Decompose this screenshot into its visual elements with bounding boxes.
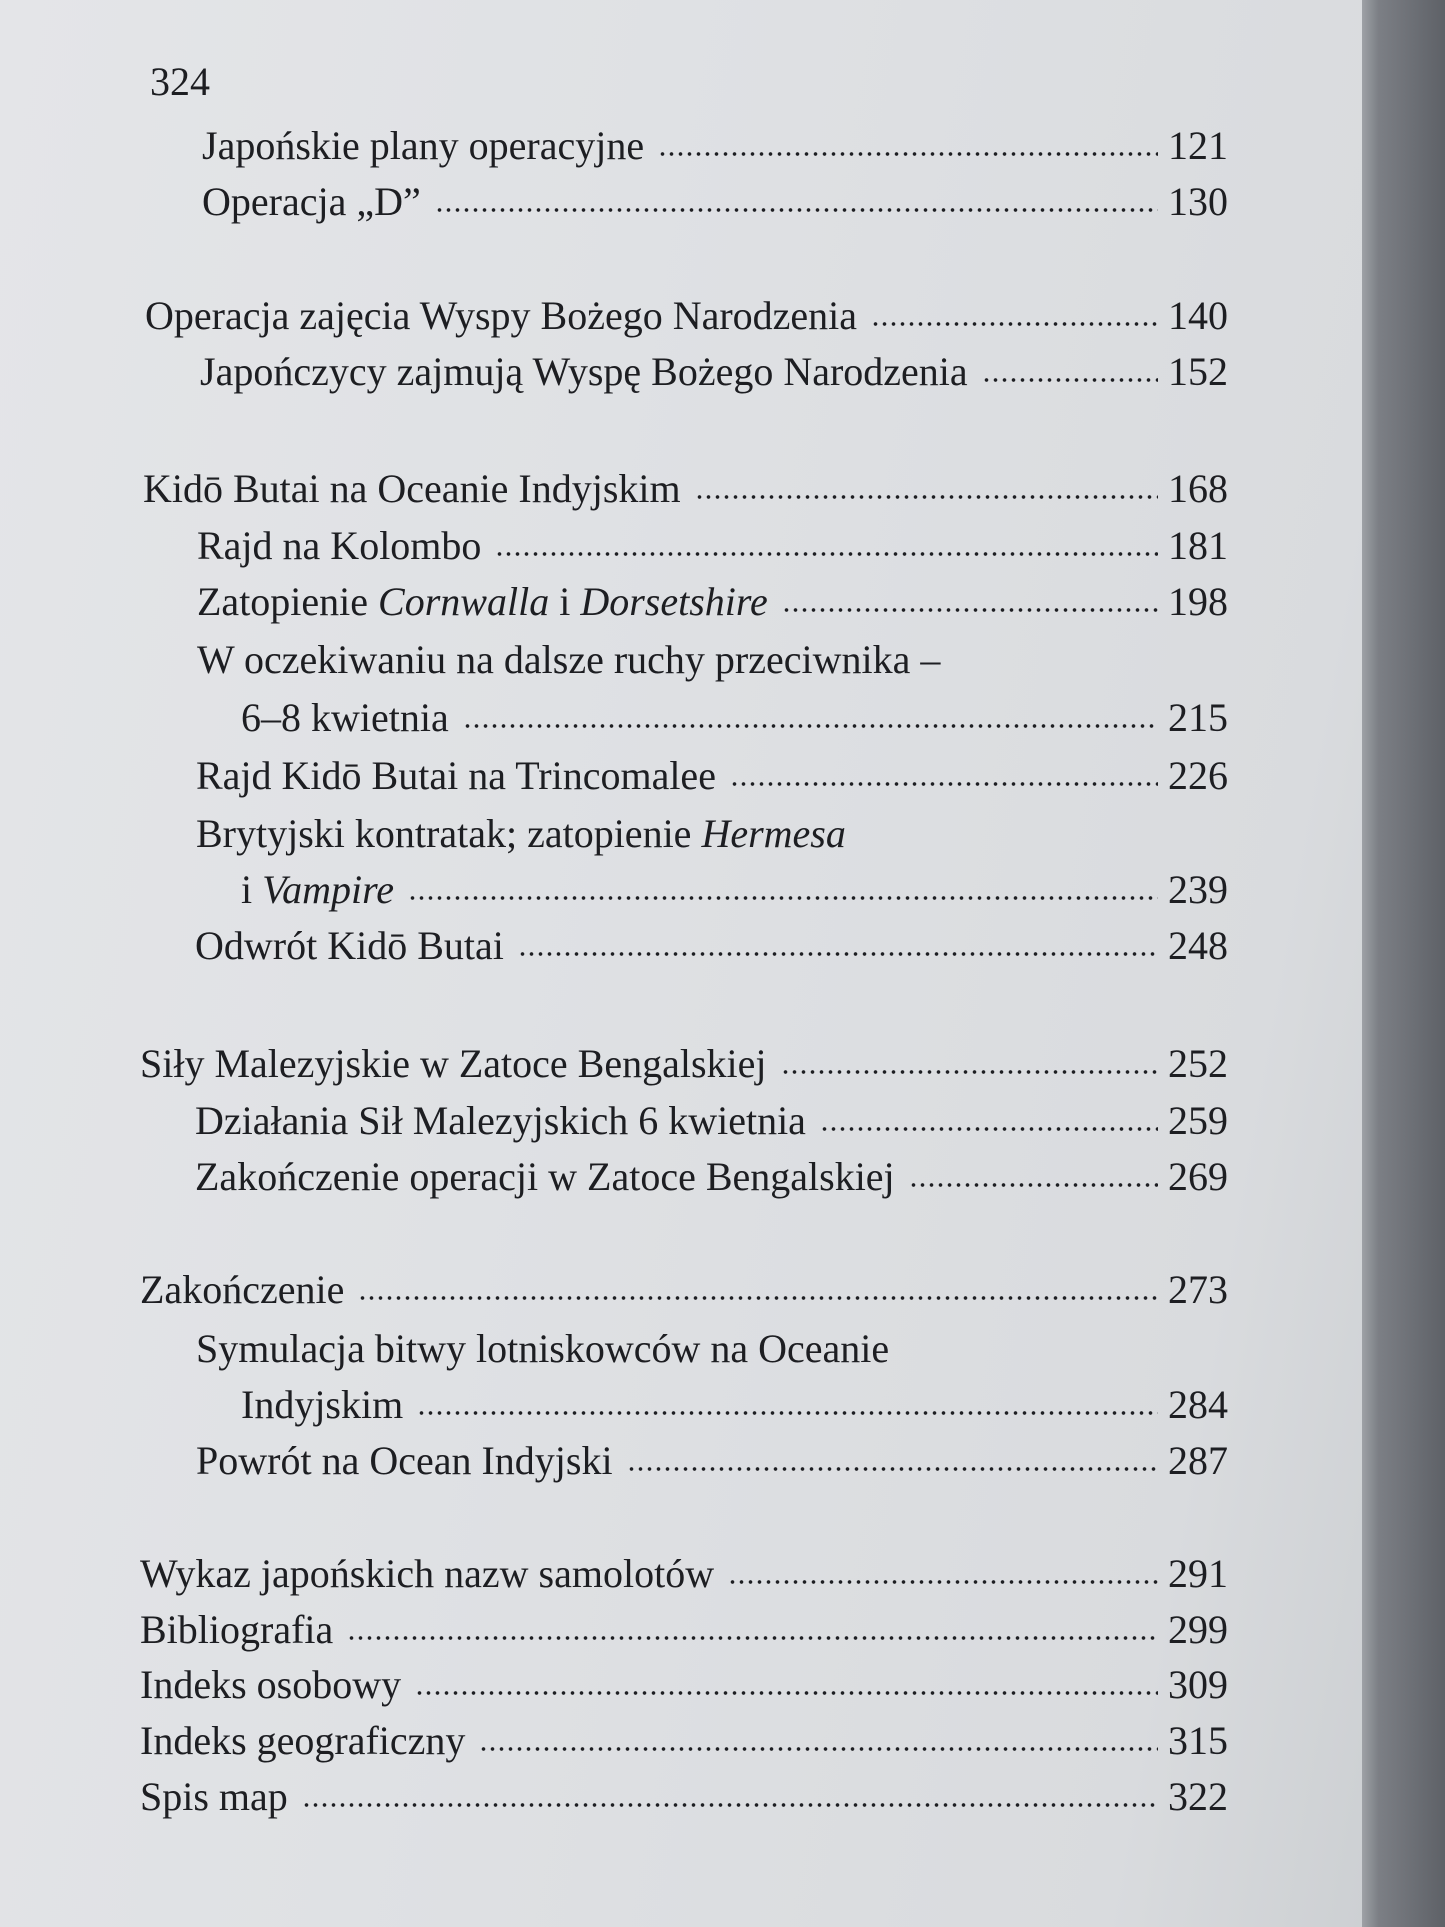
ship-name: Vampire	[262, 867, 394, 912]
toc-entry-japanese-plans	[202, 122, 1228, 170]
toc-entry-title	[197, 578, 768, 626]
toc-entry-page: 309	[1168, 1662, 1228, 1707]
toc-entry-page: 198	[1168, 579, 1228, 624]
dot-leader	[695, 494, 1158, 500]
toc-entry-title: Powrót na Ocean Indyjski	[196, 1438, 613, 1483]
toc-entry-page: 252	[1168, 1041, 1228, 1086]
toc-entry-title: Japońskie plany operacyjne	[202, 123, 645, 168]
toc-entry-title: Odwrót Kidō Butai	[195, 923, 504, 968]
toc-entry-title: Operacja zajęcia Wyspy Bożego Narodzenia	[145, 293, 858, 338]
toc-entry-page: 315	[1168, 1718, 1228, 1763]
toc-entry-title: Indeks geograficzny	[140, 1718, 466, 1763]
toc-entry-page: 273	[1168, 1267, 1228, 1312]
toc-entry-page: 299	[1168, 1607, 1228, 1652]
dot-leader	[358, 1295, 1158, 1301]
ship-name: Cornwalla	[378, 579, 550, 624]
toc-entry-page: 259	[1168, 1098, 1228, 1143]
dot-leader	[417, 1410, 1158, 1416]
toc-entry-title: Bibliografia	[140, 1607, 334, 1652]
toc-entry-page: 322	[1168, 1774, 1228, 1819]
toc-entry-aircraft-names	[140, 1550, 1228, 1598]
toc-entry-page: 168	[1168, 466, 1228, 511]
toc-entry-page: 140	[1168, 293, 1228, 338]
toc-entry-page: 248	[1168, 923, 1228, 968]
ship-name: Dorsetshire	[580, 579, 768, 624]
dot-leader	[658, 151, 1158, 157]
dot-leader	[728, 1579, 1158, 1585]
dot-leader	[415, 1690, 1158, 1696]
toc-entry-counterattack-line2	[241, 866, 1228, 914]
dot-leader	[782, 607, 1158, 613]
dot-leader	[463, 723, 1158, 729]
toc-entry-counterattack-line1	[196, 810, 846, 858]
toc-entry-actions-april-6	[195, 1097, 1228, 1145]
dot-leader	[781, 1069, 1158, 1075]
toc-entry-title: Wykaz japońskich nazw samolotów	[140, 1551, 715, 1596]
dot-leader	[730, 781, 1158, 787]
toc-entry-title: 6–8 kwietnia	[241, 695, 449, 740]
toc-entry-title: Rajd na Kolombo	[197, 523, 482, 568]
toc-entry-geo-index	[140, 1717, 1228, 1765]
toc-entry-person-index	[140, 1661, 1228, 1709]
toc-entry-waiting-line2	[241, 694, 1228, 742]
toc-entry-page: 152	[1168, 349, 1228, 394]
toc-entry-page: 121	[1168, 123, 1228, 168]
toc-entry-page: 269	[1168, 1154, 1228, 1199]
dot-leader	[479, 1746, 1158, 1752]
dot-leader	[982, 377, 1158, 383]
toc-entry-page: 239	[1168, 867, 1228, 912]
toc-entry-page: 291	[1168, 1551, 1228, 1596]
toc-entry-kido-butai-indian-ocean	[143, 465, 1228, 513]
title-conjunction: i	[549, 579, 581, 624]
title-prefix: i	[241, 867, 263, 912]
toc-entry-title: Zakończenie operacji w Zatoce Bengalskiej	[195, 1154, 895, 1199]
toc-entry-title: Spis map	[140, 1774, 288, 1819]
toc-entry-malaysian-forces	[140, 1040, 1228, 1088]
toc-entry-title: Japończycy zajmują Wyspę Bożego Narodzenia	[200, 349, 968, 394]
toc-entry-retreat	[195, 922, 1228, 970]
dot-leader	[302, 1802, 1158, 1808]
toc-entry-title: Kidō Butai na Oceanie Indyjskim	[143, 466, 681, 511]
toc-entry-title: Rajd Kidō Butai na Trincomalee	[196, 753, 716, 798]
toc-entry-title: Zakończenie	[140, 1267, 345, 1312]
toc-entry-simulation-line2	[241, 1381, 1228, 1429]
toc-entry-sinking-cornwall-dorsetshire	[197, 578, 1228, 626]
toc-entry-page: 284	[1168, 1382, 1228, 1427]
toc-entry-bibliography	[140, 1606, 1228, 1654]
toc-entry-title: Siły Malezyjskie w Zatoce Bengalskiej	[140, 1041, 767, 1086]
page-number: 324	[150, 59, 210, 104]
toc-entry-trincomalee-raid	[196, 752, 1228, 800]
dot-leader	[435, 207, 1158, 213]
toc-entry-title: Działania Sił Malezyjskich 6 kwietnia	[195, 1098, 806, 1143]
dot-leader	[408, 895, 1158, 901]
toc-entry-page: 287	[1168, 1438, 1228, 1483]
dot-leader	[820, 1126, 1158, 1132]
page-edge-shadow	[1362, 0, 1445, 1927]
toc-entry-page: 226	[1168, 753, 1228, 798]
toc-entry-operation-d	[202, 178, 1228, 226]
toc-entry-japanese-take-island	[200, 348, 1228, 396]
dot-leader	[518, 951, 1158, 957]
toc-entry-title: Indeks osobowy	[140, 1662, 402, 1707]
dot-leader	[871, 321, 1158, 327]
dot-leader	[495, 551, 1158, 557]
toc-entry-page: 181	[1168, 523, 1228, 568]
title-prefix: Zatopienie	[197, 579, 379, 624]
toc-entry-christmas-island-operation	[145, 292, 1228, 340]
dot-leader	[909, 1182, 1158, 1188]
toc-entry-page: 215	[1168, 695, 1228, 740]
dot-leader	[627, 1466, 1158, 1472]
toc-entry-maps-list	[140, 1773, 1228, 1821]
toc-entry-title: Indyjskim	[241, 1382, 404, 1427]
ship-name: Hermesa	[701, 811, 846, 856]
toc-entry-return	[196, 1437, 1228, 1485]
toc-entry-page: 130	[1168, 179, 1228, 224]
dot-leader	[347, 1635, 1158, 1641]
toc-entry-simulation-line1: Symulacja bitwy lotniskowców na Oceanie	[196, 1326, 890, 1371]
toc-entry-title	[241, 866, 394, 914]
title-prefix: Brytyjski kontratak; zatopienie	[196, 811, 702, 856]
toc-entry-colombo-raid	[197, 522, 1228, 570]
toc-entry-conclusion	[140, 1266, 1228, 1314]
toc-entry-waiting-line1: W oczekiwaniu na dalsze ruchy przeciwnika –	[197, 637, 941, 682]
toc-entry-title: Operacja „D”	[202, 179, 421, 224]
toc-entry-end-of-operation	[195, 1153, 1228, 1201]
